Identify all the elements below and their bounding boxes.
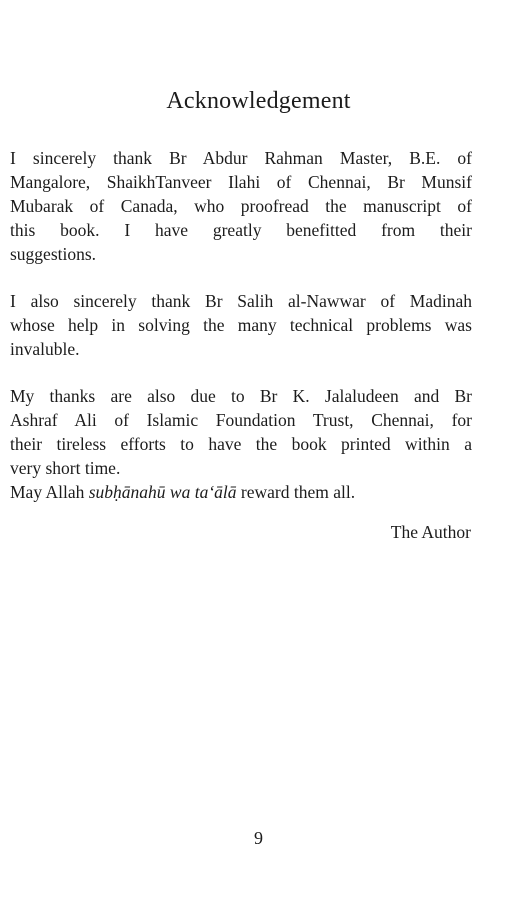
paragraph-line: very short time. (10, 458, 121, 478)
paragraph-line: whose help in solving the many technical problems was (10, 315, 472, 335)
paragraph-line: My thanks are also due to Br K. Jalaludeen and Br (10, 386, 472, 406)
page-title: Acknowledgement (166, 88, 351, 114)
paragraph-line: suggestions. (10, 244, 97, 264)
acknowledgement-paragraph-2 (10, 289, 472, 361)
paragraph-line: this book. I have greatly benefitted from their (10, 220, 472, 240)
closing-text-before: May Allah (10, 482, 89, 502)
paragraph-line: their tireless efforts to have the book printed within a (10, 434, 472, 454)
closing-line (10, 480, 472, 504)
paragraph-line: invaluble. (10, 339, 80, 359)
acknowledgement-paragraph-1 (10, 146, 472, 266)
paragraph-line: Ashraf Ali of Islamic Foundation Trust, Chennai, for (10, 410, 472, 430)
author-signature: The Author (390, 522, 471, 542)
acknowledgement-paragraph-3 (10, 384, 472, 504)
paragraph-line: Mangalore, ShaikhTanveer Ilahi of Chennai, Br Munsif (10, 172, 472, 192)
paragraph-line: Mubarak of Canada, who proofread the manuscript of (10, 196, 472, 216)
paragraph-line: I also sincerely thank Br Salih al-Nawwar of Madinah (10, 291, 472, 311)
paragraph-line: I sincerely thank Br Abdur Rahman Master, B.E. of (10, 148, 472, 168)
page-number: 9 (254, 828, 263, 848)
closing-text-after: reward them all. (236, 482, 356, 502)
closing-text-italic: subḥānahū wa ta‘ālā (88, 482, 237, 502)
